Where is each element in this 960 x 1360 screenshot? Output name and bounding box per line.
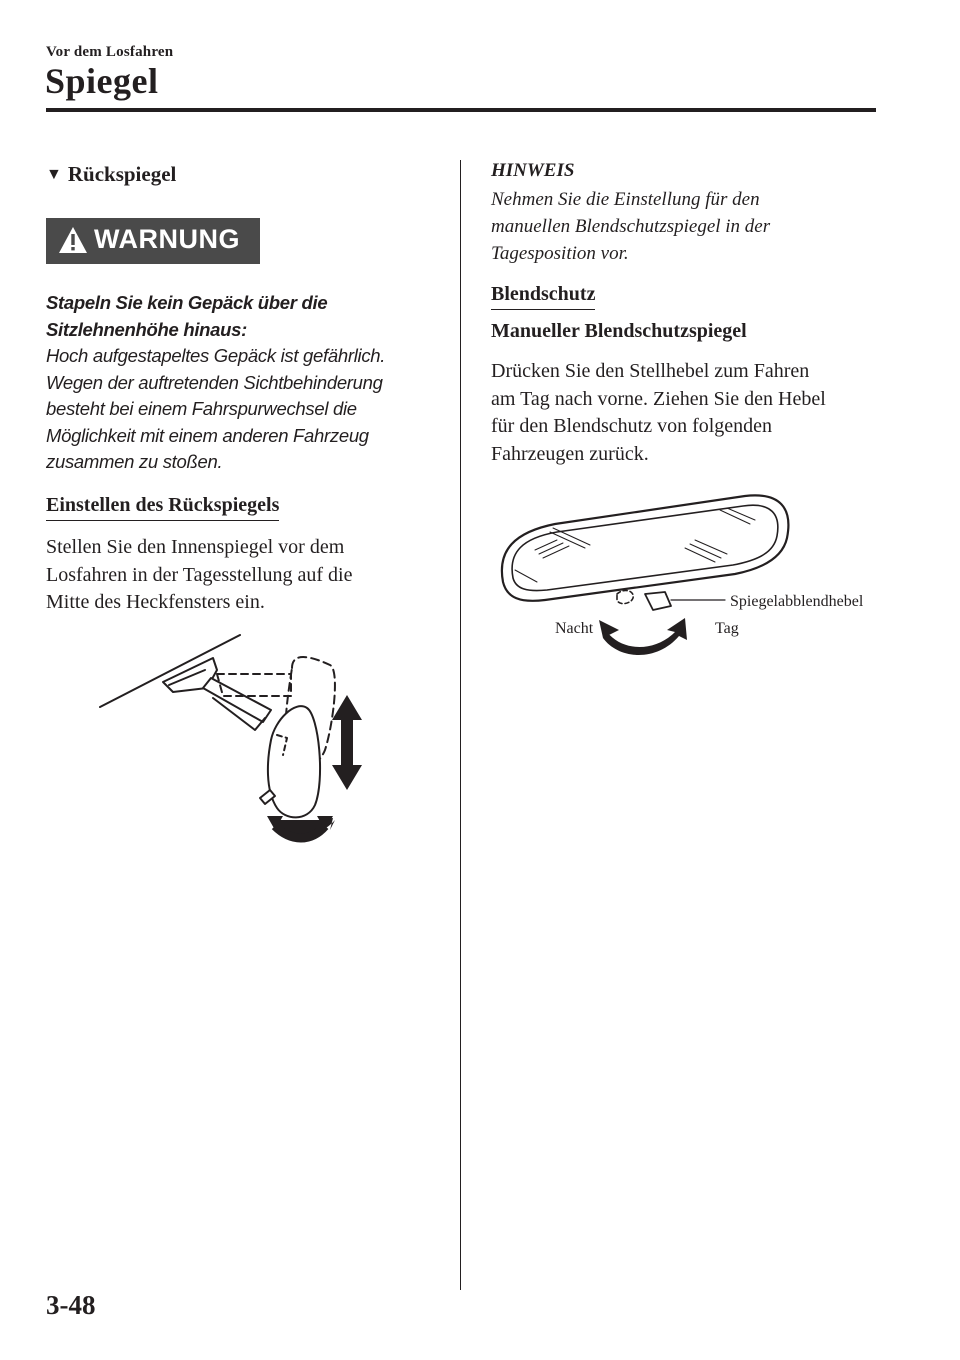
- paragraph-antiglare: [491, 358, 911, 468]
- warning-bold-line: Sitzlehnenhöhe hinaus:: [46, 318, 248, 340]
- warning-line: Hoch aufgestapeltes Gepäck ist gefährlich.: [46, 345, 386, 366]
- warning-triangle-icon: [58, 226, 88, 254]
- paragraph-line: am Tag nach vorne. Ziehen Sie den Hebel: [491, 387, 826, 410]
- warning-line: besteht bei einem Fahrspurwechsel die: [46, 398, 357, 419]
- mirror-adjust-figure: [95, 630, 370, 845]
- triangle-bullet-icon: ▼: [46, 166, 62, 183]
- note-line: Tagesposition vor.: [491, 243, 629, 264]
- subheading-adjust: Einstellen des Rückspiegels: [46, 494, 279, 521]
- paragraph-line: Mitte des Heckfensters ein.: [46, 591, 265, 613]
- warning-label: WARNUNG: [94, 224, 240, 254]
- page-number: 3-48: [46, 1290, 96, 1320]
- subheading-antiglare: Blendschutz: [491, 283, 595, 310]
- paragraph-line: für den Blendschutz von folgenden: [491, 415, 773, 437]
- note-heading: HINWEIS: [491, 160, 575, 181]
- warning-bold-line: Stapeln Sie kein Gepäck über die: [46, 292, 328, 313]
- paragraph-line: Drücken Sie den Stellhebel zum Fahren: [491, 360, 810, 382]
- warning-text: [46, 290, 446, 476]
- page-title: Spiegel: [45, 61, 159, 101]
- paragraph-line: Fahrzeugen zurück.: [491, 442, 649, 465]
- label-day: Tag: [715, 620, 739, 637]
- label-lever: Spiegelabblendhebel: [730, 593, 864, 610]
- label-night: Nacht: [555, 620, 594, 637]
- paragraph-adjust: [46, 534, 446, 617]
- antiglare-mirror-figure: [495, 490, 795, 660]
- breadcrumb: Vor dem Losfahren: [46, 44, 174, 60]
- paragraph-line: Stellen Sie den Innenspiegel vor dem: [46, 536, 345, 558]
- warning-line: Möglichkeit mit einem anderen Fahrzeug: [46, 424, 369, 446]
- note-line: manuellen Blendschutzspiegel in der: [491, 216, 771, 237]
- column-divider: [460, 160, 461, 1290]
- bold-heading-manual: Manueller Blendschutzspiegel: [491, 320, 747, 342]
- section-heading: [46, 162, 176, 187]
- note-line: Nehmen Sie die Einstellung für den: [491, 189, 760, 210]
- warning-line: Wegen der auftretenden Sichtbehinderung: [46, 371, 383, 393]
- note-text: [491, 186, 851, 267]
- warning-line: zusammen zu stoßen.: [46, 451, 223, 472]
- paragraph-line: Losfahren in der Tagesstellung auf die: [46, 563, 353, 586]
- title-rule: [46, 108, 876, 112]
- section-heading-text: Rückspiegel: [67, 162, 177, 186]
